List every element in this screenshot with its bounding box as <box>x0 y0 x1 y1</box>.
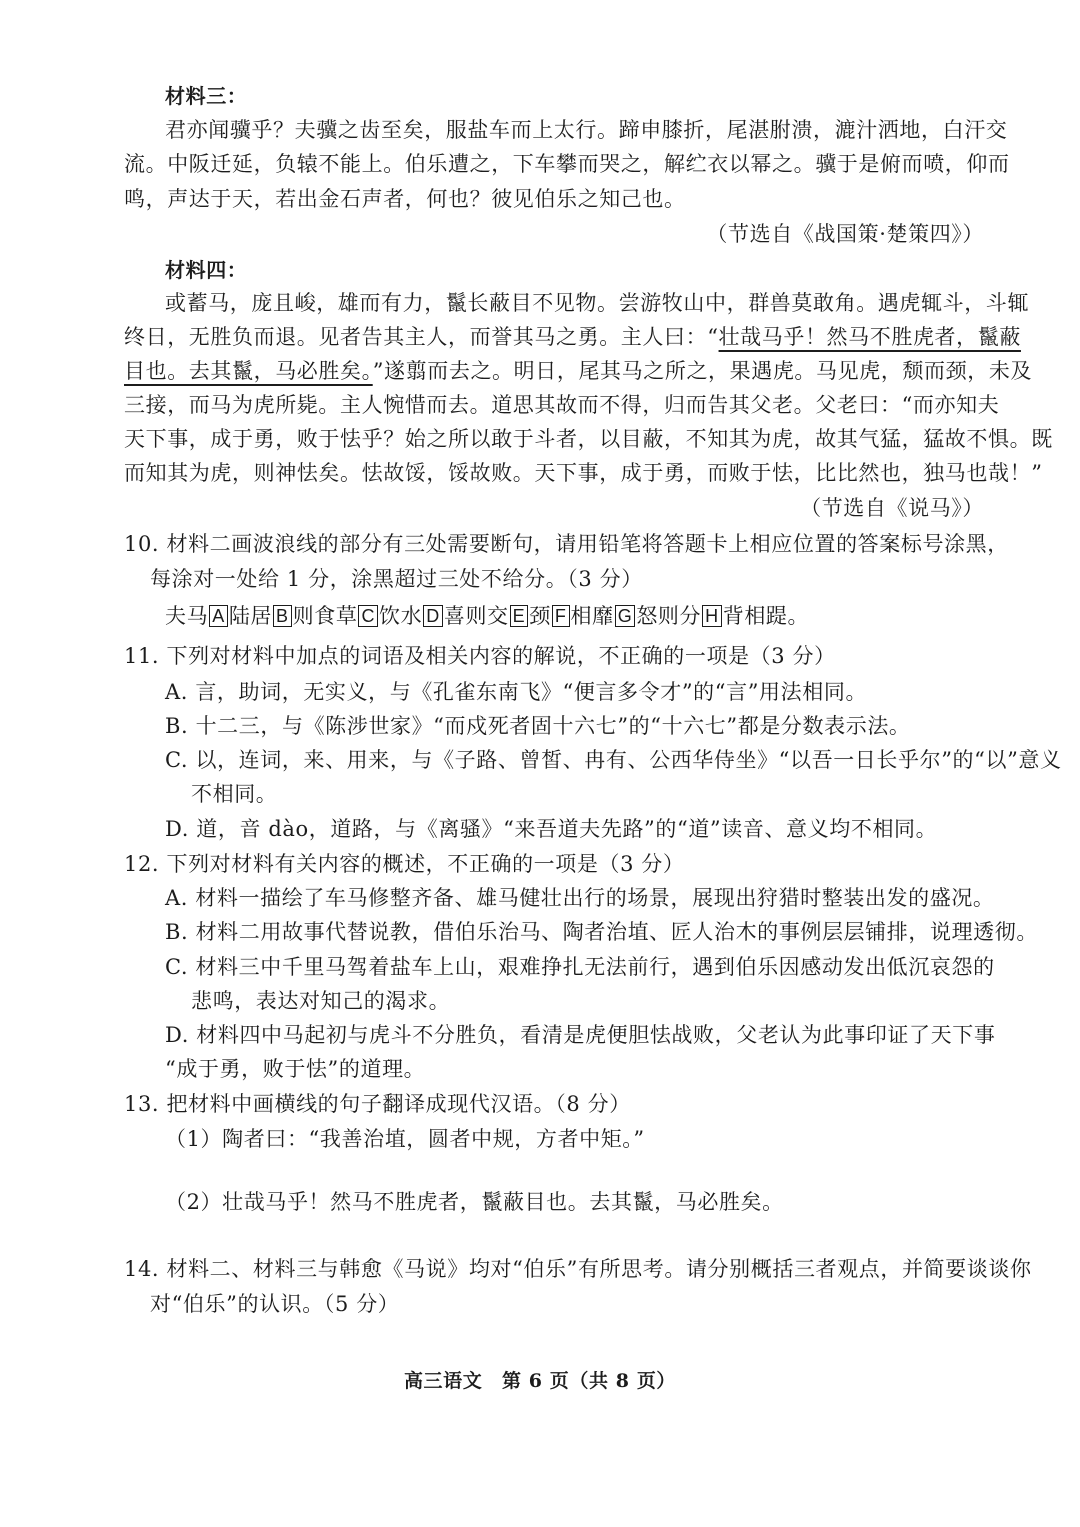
break-box-b[interactable]: B <box>273 605 292 627</box>
page-footer: 高三语文 第 6 页（共 8 页） <box>403 1370 677 1392</box>
question-14-stem-cont: 对“伯乐”的认识。（5 分） <box>150 1292 400 1316</box>
question-12-option-d: D. 材料四中马起初与虎斗不分胜负，看清是虎便胆怯战败，父老认为此事印证了天下事 <box>165 1023 996 1047</box>
material-4-line-2-text: 终日，无胜负而退。见者告其主人，而誉其马之勇。主人曰：“ <box>124 325 719 349</box>
break-box-e[interactable]: E <box>510 605 529 627</box>
break-box-a[interactable]: A <box>209 605 228 627</box>
segment: 颈 <box>529 604 551 628</box>
material-3-heading: 材料三： <box>165 84 248 108</box>
material-3-source: （节选自《战国策·楚策四》） <box>706 222 984 246</box>
question-14-stem: 14. 材料二、材料三与韩愈《马说》均对“伯乐”有所思考。请分别概括三者观点，并简要谈谈你 <box>124 1257 1032 1281</box>
question-13-sentence-2: （2）壮哉马乎！然马不胜虎者，鬣蔽目也。去其鬣，马必胜矣。 <box>165 1190 784 1214</box>
question-12-option-a: A. 材料一描绘了车马修整齐备、雄马健壮出行的场景，展现出狩猎时整装出发的盛况。 <box>165 886 995 910</box>
material-4-line-6: 而知其为虎，则神怯矣。怯故馁，馁故败。天下事，成于勇，而败于怯，比比然也，独马也哉！” <box>124 461 1043 485</box>
break-box-f[interactable]: F <box>552 605 570 627</box>
question-11-option-c: C. 以，连词，来、用来，与《子路、曾皙、冉有、公西华侍坐》“以吾一日长乎尔”的“以”意义 <box>165 748 1062 772</box>
material-4-line-3 <box>124 357 1032 385</box>
underlined-sentence-part-2: 目也。去其鬣，马必胜矣。 <box>124 359 373 383</box>
question-11-option-b: B. 十二三，与《陈涉世家》“而戍死者固十六七”的“十六七”都是分数表示法。 <box>165 714 911 738</box>
underlined-sentence-part-1: 壮哉马乎！然马不胜虎者，鬣蔽 <box>718 325 1021 349</box>
material-4-line-5: 天下事，成于勇，败于怯乎？始之所以敢于斗者，以目蔽，不知其为虎，故其气猛，猛故不惧。既 <box>124 427 1053 451</box>
question-11-option-d: D. 道，音 dào，道路，与《离骚》“来吾道夫先路”的“道”读音、意义均不相同。 <box>165 817 938 841</box>
break-box-h[interactable]: H <box>702 605 722 627</box>
material-4-line-4: 三接，而马为虎所毙。主人惋惜而去。道思其故而不得，归而告其父老。父老曰：“而亦知夫 <box>124 393 1000 417</box>
segment: 怒则分 <box>636 604 702 628</box>
question-11-option-c-cont: 不相同。 <box>191 782 278 806</box>
material-3-line-3: 鸣，声达于天，若出金石声者，何也？彼见伯乐之知己也。 <box>124 187 686 211</box>
material-4-line-2 <box>124 323 1021 351</box>
material-4-line-3-text: ”遂翦而去之。明日，尾其马之所之，果遇虎。马见虎，颓而颈，未及 <box>372 359 1033 383</box>
break-box-d[interactable]: D <box>423 605 443 627</box>
material-4-heading: 材料四： <box>165 258 248 282</box>
question-13-stem: 13. 把材料中画横线的句子翻译成现代汉语。（8 分） <box>124 1092 631 1116</box>
segment: 喜则交 <box>443 604 509 628</box>
question-12-option-c-cont: 悲鸣，表达对知己的渴求。 <box>191 989 451 1013</box>
break-box-g[interactable]: G <box>615 605 636 627</box>
material-3-line-1: 君亦闻骥乎？夫骥之齿至矣，服盐车而上太行。蹄申膝折，尾湛胕溃，漉汁洒地，白汗交 <box>165 118 1008 142</box>
material-3-line-2: 流。中阪迁延，负辕不能上。伯乐遭之，下车攀而哭之，解纻衣以幂之。骥于是俯而喷，仰而 <box>124 152 1010 176</box>
segment: 夫马 <box>165 604 209 628</box>
question-12-option-d-cont: “成于勇，败于怯”的道理。 <box>165 1057 426 1081</box>
break-box-c[interactable]: C <box>358 605 378 627</box>
question-10-stem-cont: 每涂对一处给 1 分，涂黑超过三处不给分。（3 分） <box>150 567 643 591</box>
question-12-stem: 12. 下列对材料有关内容的概述，不正确的一项是（3 分） <box>124 852 685 876</box>
question-12-option-c: C. 材料三中千里马驾着盐车上山，艰难挣扎无法前行，遇到伯乐因感动发出低沉哀怨的 <box>165 955 995 979</box>
question-11-option-a: A. 言，助词，无实义，与《孔雀东南飞》“便言多令才”的“言”用法相同。 <box>165 680 868 704</box>
question-12-option-b: B. 材料二用故事代替说教，借伯乐治马、陶者治埴、匠人治木的事例层层铺排，说理透彻。 <box>165 920 1038 944</box>
question-11-stem: 11. 下列对材料中加点的词语及相关内容的解说，不正确的一项是（3 分） <box>124 644 836 668</box>
question-10-stem: 10. 材料二画波浪线的部分有三处需要断句，请用铅笔将答题卡上相应位置的答案标号涂黑， <box>124 532 1009 556</box>
segment: 相靡 <box>570 604 614 628</box>
material-4-source: （节选自《说马》） <box>800 496 984 520</box>
segment: 则食草 <box>292 604 358 628</box>
segment: 陆居 <box>228 604 273 628</box>
question-10-sentence <box>165 602 809 630</box>
segment: 饮水 <box>379 604 423 628</box>
segment: 背相踶。 <box>722 604 810 628</box>
question-13-sentence-1: （1）陶者曰：“我善治埴，圆者中规，方者中矩。” <box>165 1127 645 1151</box>
material-4-line-1: 或蓄马，庞且峻，雄而有力，鬣长蔽目不见物。尝游牧山中，群兽莫敢角。遇虎辄斗，斗辄 <box>165 291 1029 315</box>
